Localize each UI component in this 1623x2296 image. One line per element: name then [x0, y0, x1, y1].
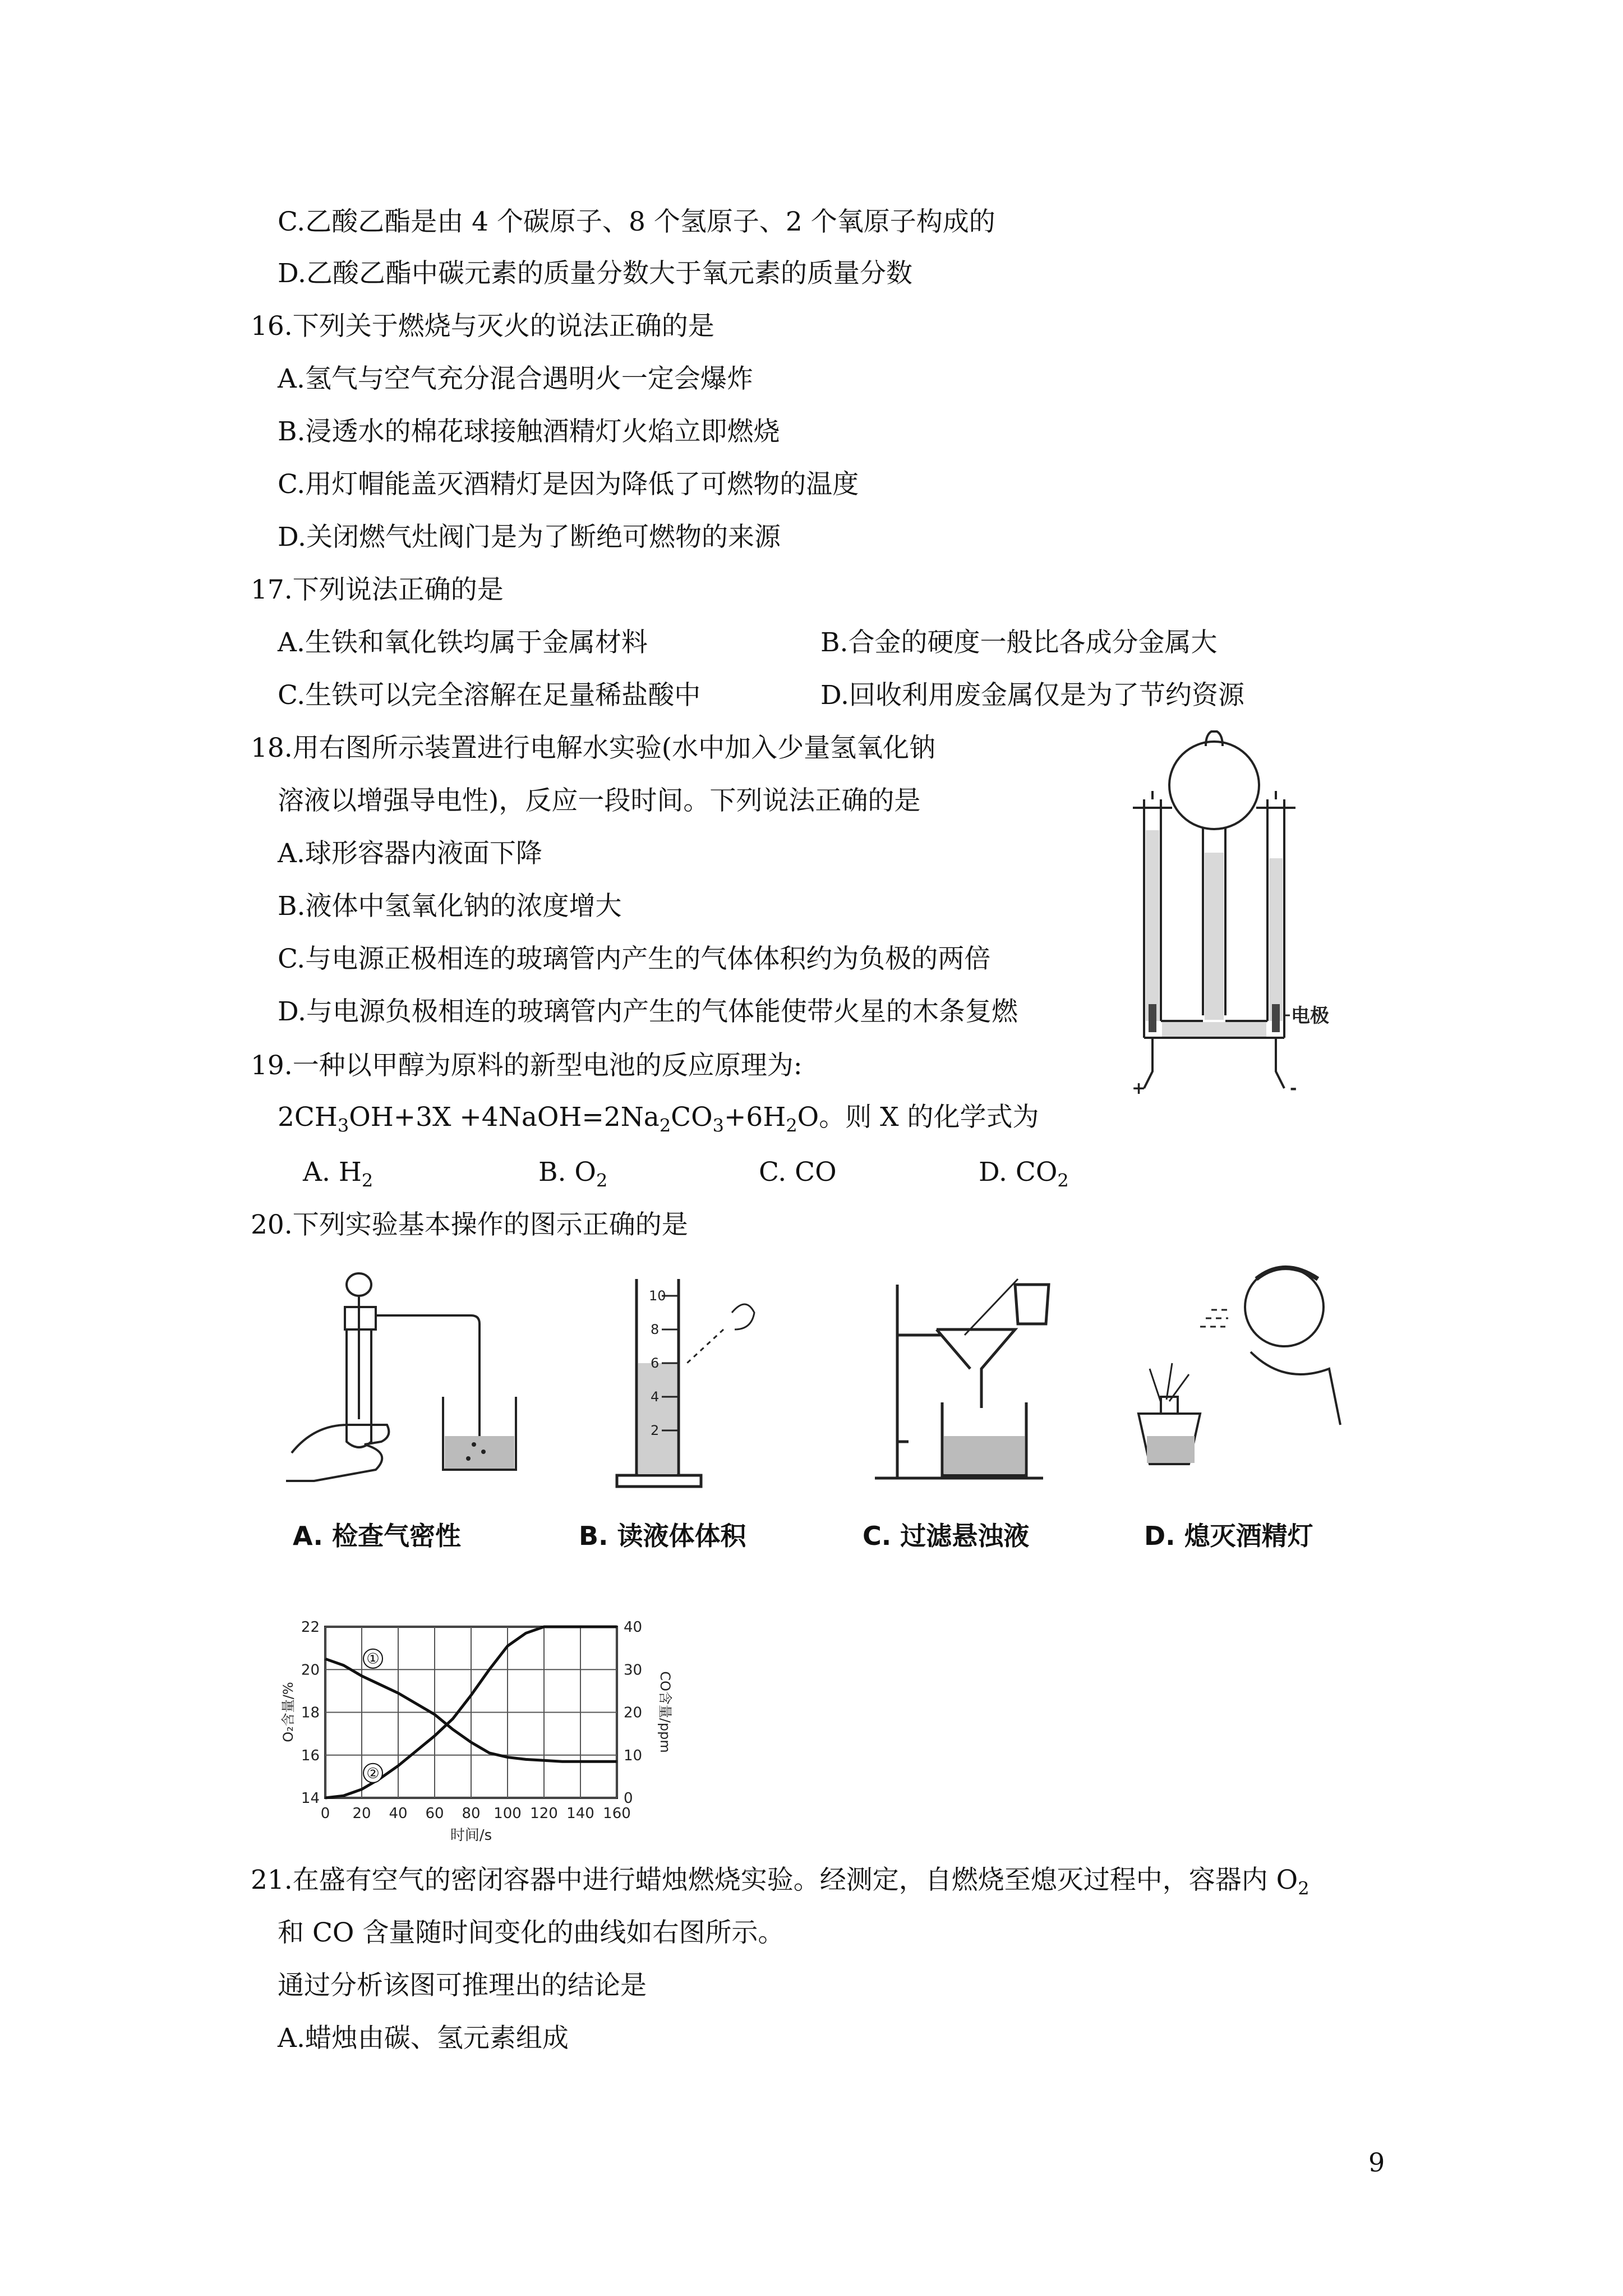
- chart-x-tick-label: 60: [425, 1805, 444, 1822]
- q16-option-d: D.关闭燃气灶阀门是为了断绝可燃物的来源: [278, 522, 781, 553]
- fig-b-graduated-cylinder: [583, 1262, 796, 1498]
- q19-option-b: B. $O_2$: [538, 1157, 608, 1191]
- q17-option-a: A.生铁和氧化铁均属于金属材料: [278, 627, 648, 658]
- filtrate: [944, 1436, 1025, 1474]
- chart-y-left-tick-label: 16: [301, 1747, 320, 1764]
- chart-series-label: ①: [366, 1650, 380, 1668]
- cylinder-tick-8: 8: [651, 1322, 660, 1337]
- q17-option-b: B.合金的硬度一般比各成分金属大: [820, 627, 1218, 658]
- chart-y-right-tick-label: 10: [624, 1747, 643, 1764]
- cylinder-tick-6: 6: [651, 1355, 660, 1371]
- q21-stem-line1: 21.在盛有空气的密闭容器中进行蜡烛燃烧实验。经测定，自燃烧至熄灭过程中，容器内 $O_2$: [251, 1865, 1310, 1899]
- chart-x-tick-label: 0: [320, 1805, 330, 1822]
- o2-co-time-chart: [280, 1616, 684, 1851]
- eye-icon: [732, 1304, 754, 1329]
- boy-shoulders: [1251, 1352, 1340, 1425]
- q18-option-c: C.与电源正极相连的玻璃管内产生的气体体积约为负极的两倍: [278, 944, 991, 974]
- chart-series-label: ②: [366, 1765, 380, 1782]
- q15-option-c: C.乙酸乙酯是由 4 个碳原子、8 个氢原子、2 个氧原子构成的: [278, 206, 995, 237]
- filter-funnel: [937, 1329, 1015, 1408]
- chart-x-tick-label: 140: [566, 1805, 594, 1822]
- positive-sign: +: [1132, 1079, 1146, 1098]
- chart-y-right-tick-label: 40: [624, 1619, 643, 1636]
- glass-rod: [965, 1279, 1018, 1335]
- q18-option-b: B.液体中氢氧化钠的浓度增大: [278, 891, 622, 922]
- q18-stem-line2: 溶液以增强导电性)，反应一段时间。下列说法正确的是: [278, 785, 921, 816]
- beaker-water: [445, 1436, 514, 1469]
- delivery-tube: [376, 1315, 479, 1453]
- q19-option-a: A. $H_2$: [303, 1157, 374, 1191]
- q15-option-d: D.乙酸乙酯中碳元素的质量分数大于氧元素的质量分数: [278, 258, 912, 289]
- fig-a-airtightness-check: [280, 1268, 561, 1503]
- chart-y-left-tick-label: 18: [301, 1704, 320, 1722]
- left-electrode-icon: [1149, 1004, 1156, 1032]
- q17-stem: 17.下列说法正确的是: [251, 574, 504, 605]
- q16-option-a: A.氢气与空气充分混合遇明火一定会爆炸: [278, 364, 753, 394]
- q18-option-a: A.球形容器内液面下降: [278, 838, 542, 869]
- q19-option-d: D. $CO_2$: [979, 1157, 1069, 1191]
- fig-a-caption: A. 检查气密性: [293, 1521, 461, 1551]
- negative-sign: -: [1290, 1079, 1297, 1098]
- funnel-bulb: [347, 1273, 371, 1296]
- q19-equation: $2CH_3OH+3X$ $+4NaOH=2Na_2CO_3+6H_2O$。则 X 的化学式为: [278, 1102, 1039, 1137]
- lamp-wick-holder: [1161, 1397, 1178, 1414]
- q16-option-c: C.用灯帽能盖灭酒精灯是因为降低了可燃物的温度: [278, 469, 859, 500]
- chart-y-left-tick-label: 14: [301, 1790, 320, 1807]
- chart-y-right-tick-label: 0: [624, 1790, 633, 1807]
- q18-stem-line1: 18.用右图所示装置进行电解水实验(水中加入少量氢氧化钠: [251, 733, 936, 763]
- fig-c-filtration: [875, 1262, 1110, 1498]
- q18-option-d: D.与电源负极相连的玻璃管内产生的气体能使带火星的木条复燃: [278, 996, 1018, 1027]
- stopper: [345, 1307, 376, 1329]
- q20-stem: 20.下列实验基本操作的图示正确的是: [251, 1209, 688, 1240]
- chart-xlabel: 时间/s: [450, 1827, 492, 1844]
- chart-x-tick-label: 40: [389, 1805, 408, 1822]
- q21-stem-line3: 通过分析该图可推理出的结论是: [278, 1970, 647, 2001]
- q17-option-c: C.生铁可以完全溶解在足量稀盐酸中: [278, 680, 701, 711]
- connector-liquid: [1162, 1022, 1266, 1037]
- fig-d-extinguish-lamp: [1116, 1257, 1352, 1498]
- chart-x-tick-label: 160: [603, 1805, 631, 1822]
- fig-b-caption: B. 读液体体积: [579, 1521, 746, 1551]
- q19-option-c: C. CO: [759, 1157, 837, 1188]
- q17-option-d: D.回收利用废金属仅是为了节约资源: [820, 680, 1244, 711]
- chart-ylabel-left: O₂含量/%: [280, 1682, 296, 1742]
- fig-c-caption: C. 过滤悬浊液: [863, 1521, 1030, 1551]
- page-number: 9: [1368, 2147, 1385, 2178]
- electrode-wires: [1144, 1038, 1284, 1088]
- q21-stem-line2: 和 CO 含量随时间变化的曲线如右图所示。: [278, 1917, 785, 1948]
- cylinder-liquid: [638, 1363, 677, 1474]
- chart-y-left-tick-label: 22: [301, 1619, 320, 1636]
- chart-x-tick-label: 100: [494, 1805, 522, 1822]
- chart-x-tick-label: 120: [530, 1805, 558, 1822]
- pouring-beaker: [1015, 1285, 1049, 1324]
- stand-clamp: [897, 1335, 942, 1442]
- chart-y-right-tick-label: 30: [624, 1662, 643, 1679]
- cylinder-base: [617, 1475, 701, 1487]
- electrode-label: 电极: [1291, 1005, 1329, 1027]
- q16-stem: 16.下列关于燃烧与灭火的说法正确的是: [251, 311, 714, 342]
- q21-option-a: A.蜡烛由碳、氢元素组成: [278, 2023, 569, 2054]
- right-tube-liquid: [1269, 858, 1283, 1021]
- q16-option-b: B.浸透水的棉花球接触酒精灯火焰立即燃烧: [278, 416, 780, 447]
- bulb-neck: [1206, 731, 1223, 746]
- fig-d-caption: D. 熄灭酒精灯: [1144, 1521, 1313, 1551]
- right-electrode-icon: [1272, 1004, 1280, 1032]
- lamp-fuel: [1147, 1436, 1195, 1463]
- chart-x-tick-label: 80: [462, 1805, 481, 1822]
- chart-y-right-tick-label: 20: [624, 1704, 643, 1722]
- q19-stem: 19.一种以甲醇为原料的新型电池的反应原理为:: [251, 1050, 803, 1081]
- cylinder-tick-2: 2: [651, 1423, 660, 1438]
- chart-y-left-tick-label: 20: [301, 1662, 320, 1679]
- chart-ylabel-right: CO含量/ppm: [657, 1671, 673, 1753]
- hand-outline: [286, 1425, 389, 1481]
- breath-lines: [1200, 1310, 1231, 1327]
- cylinder-tick-4: 4: [651, 1389, 660, 1405]
- cylinder-tick-10: 10: [649, 1288, 666, 1304]
- electrolysis-apparatus-figure: [1122, 724, 1357, 1116]
- chart-x-tick-label: 20: [352, 1805, 371, 1822]
- reservoir-bulb: [1169, 742, 1259, 829]
- center-tube-liquid: [1205, 853, 1224, 1020]
- sight-line: [687, 1329, 723, 1363]
- left-tube-liquid: [1146, 830, 1159, 1021]
